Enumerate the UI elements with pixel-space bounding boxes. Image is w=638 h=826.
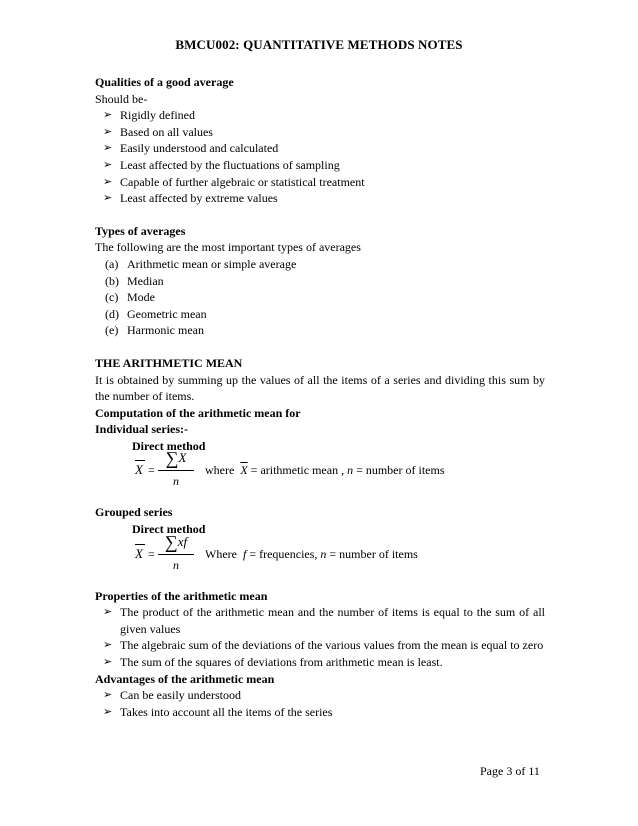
section-heading-advantages: Advantages of the arithmetic mean [95, 671, 275, 686]
section-heading-qualities: Qualities of a good average [95, 75, 234, 89]
list-item: ➢ Capable of further algebraic or statistical treatment [103, 174, 365, 189]
list-item: (b) Median [105, 273, 164, 288]
types-list [95, 256, 545, 339]
arrowhead-bullet-icon: ➢ [103, 689, 113, 702]
section-heading-properties: Properties of the arithmetic mean [95, 588, 268, 603]
list-item: ➢ Least affected by extreme values [103, 191, 278, 206]
arrowhead-bullet-icon: ➢ [103, 606, 113, 619]
arrowhead-bullet-icon: ➢ [103, 192, 113, 205]
list-item: ➢ The algebraic sum of the deviations of the various values from the mean is equal to zero [103, 638, 544, 653]
arithmetic-mean-definition: It is obtained by summing up the values of all the items of a series and dividing this sum by the number of items. [95, 372, 545, 404]
list-item: ➢ Rigidly defined [103, 108, 195, 123]
arrowhead-bullet-icon: ➢ [103, 705, 113, 718]
arrowhead-bullet-icon: ➢ [103, 109, 113, 122]
list-item: ➢ Takes into account all the items of the series [103, 704, 333, 719]
summation-icon: ∑ [164, 531, 178, 552]
list-item: ➢ Easily understood and calculated [103, 141, 279, 156]
list-item: (a) Arithmetic mean or simple average [105, 256, 297, 271]
formula-description: where $\overline{X}$ = arithmetic mean , n = number of items [205, 463, 445, 478]
formula-description: Where f = frequencies, n = number of items [205, 546, 418, 561]
formula-grouped-series: X = ∑xf n Where f = frequencies, n = number of items [135, 531, 418, 572]
properties-list [95, 604, 545, 670]
grouped-series-heading: Grouped series [95, 505, 173, 520]
list-item: (e) Harmonic mean [105, 323, 204, 338]
list-item: (d) Geometric mean [105, 306, 207, 321]
list-item: (c) Mode [105, 290, 155, 305]
types-intro: The following are the most important types of averages [95, 240, 361, 255]
list-item: ➢ Based on all values [103, 124, 213, 139]
list-item: ➢ The sum of the squares of deviations from arithmetic mean is least. [103, 655, 443, 670]
computation-heading: Computation of the arithmetic mean for [95, 405, 301, 420]
arrowhead-bullet-icon: ➢ [103, 639, 113, 652]
summation-icon: ∑ [165, 448, 179, 469]
arrowhead-bullet-icon: ➢ [103, 656, 113, 669]
advantages-list [95, 687, 545, 720]
list-item: ➢ Least affected by the fluctuations of sampling [103, 157, 340, 172]
section-heading-types: Types of averages [95, 223, 186, 238]
section-heading-arithmetic-mean: THE ARITHMETIC MEAN [95, 355, 243, 370]
arrowhead-bullet-icon: ➢ [103, 142, 113, 155]
arrowhead-bullet-icon: ➢ [103, 175, 113, 188]
arrowhead-bullet-icon: ➢ [103, 125, 113, 138]
page-number: Page 3 of 11 [480, 764, 540, 778]
qualities-list [95, 107, 545, 207]
individual-direct-method-label: Direct method [132, 438, 206, 453]
list-item: ➢ Can be easily understood [103, 688, 241, 703]
grouped-direct-method-label: Direct method [132, 522, 206, 537]
individual-series-heading: Individual series:- [95, 422, 189, 437]
page-content [95, 74, 545, 720]
formula-individual-series: X = ∑X n where $\overline{X}$ = arithmetic mean , n = number of items [135, 448, 445, 489]
arrowhead-bullet-icon: ➢ [103, 158, 113, 171]
qualities-intro: Should be- [95, 91, 148, 106]
list-item: ➢ The product of the arithmetic mean and the number of items is equal to the sum of all given values [103, 605, 545, 636]
page-header-title: BMCU002: QUANTITATIVE METHODS NOTES [175, 37, 463, 52]
